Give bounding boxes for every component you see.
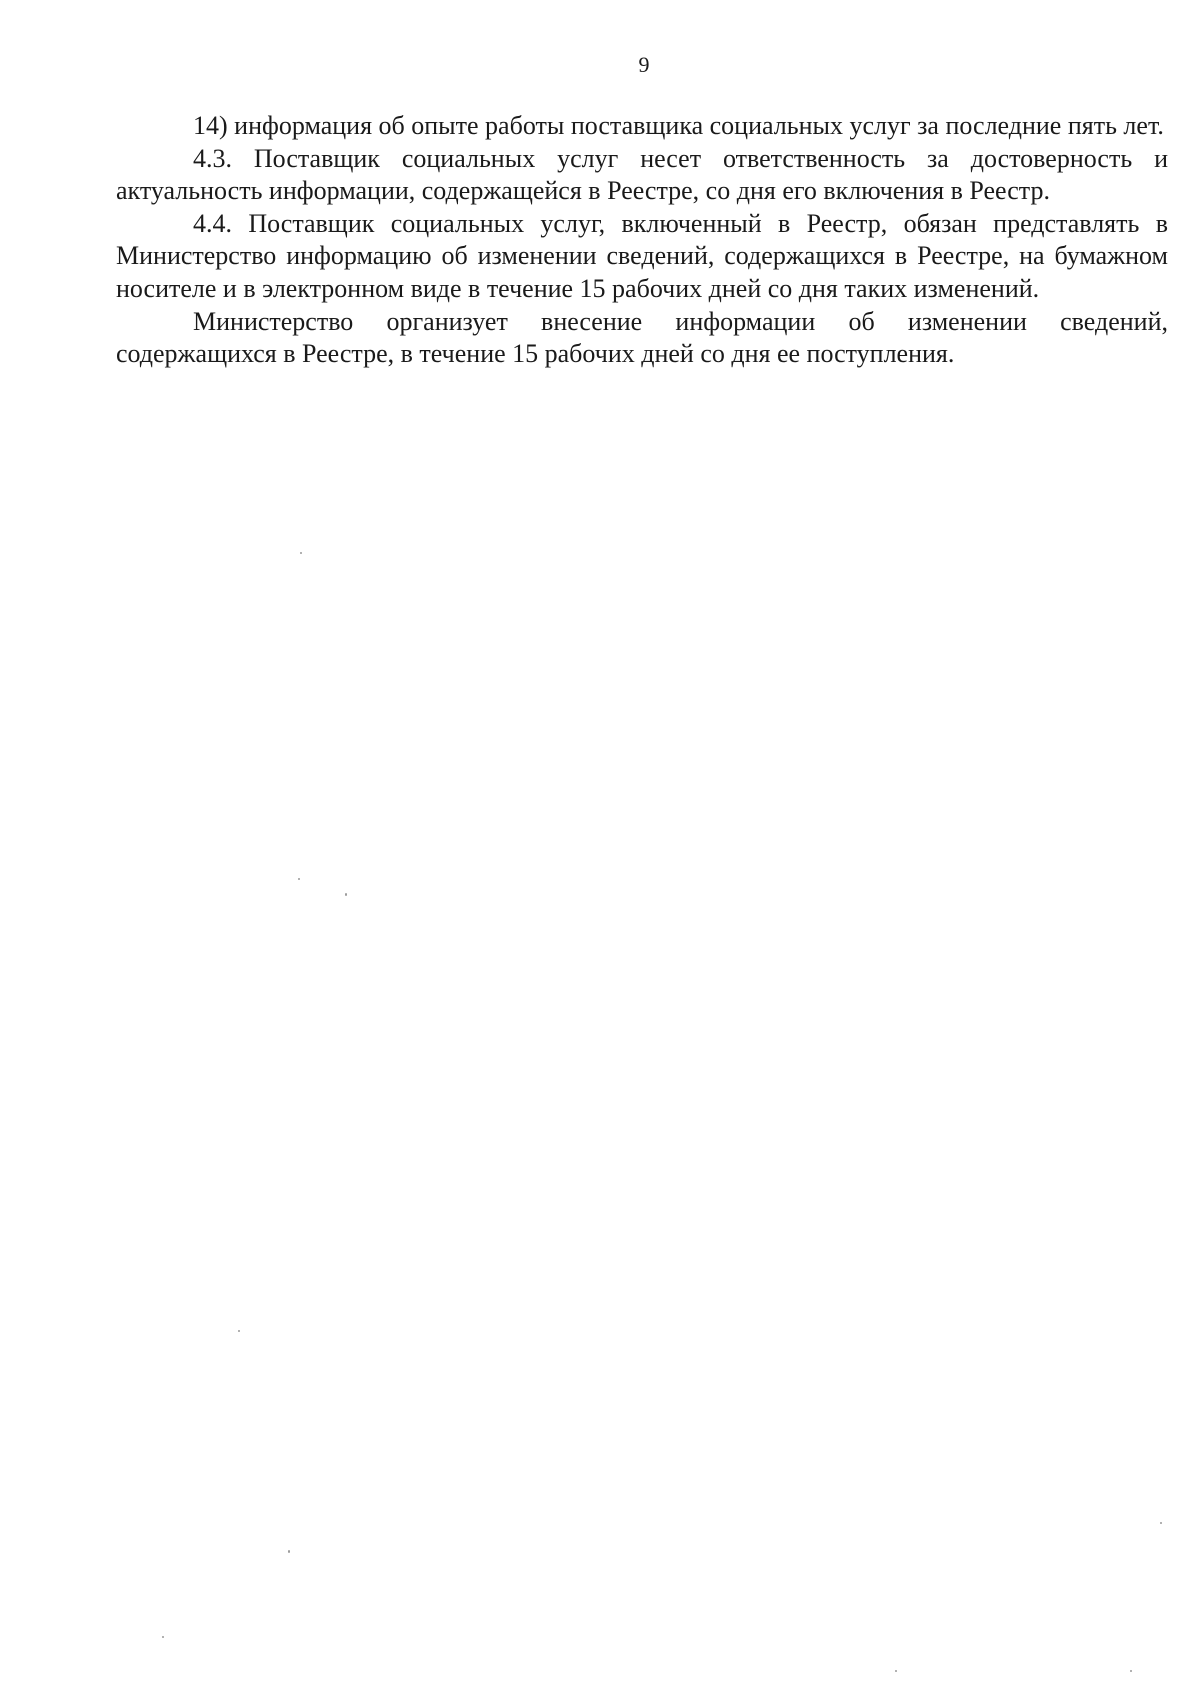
scan-speck xyxy=(298,878,300,880)
scan-speck xyxy=(162,1636,164,1638)
document-body xyxy=(116,110,1168,371)
paragraph-clause-4-3: 4.3. Поставщик социальных услуг несет ответственность за достоверность и актуальность информации, содержащейся в Реестре, со дня его включения в Реестр. xyxy=(116,143,1168,206)
paragraph-ministry-duty: Министерство организует внесение информации об изменении сведений, содержащихся в Реестре, в течение 15 рабочих дней со дня ее поступления. xyxy=(116,306,1168,369)
scan-speck xyxy=(895,1670,897,1672)
page-number: 9 xyxy=(638,52,650,77)
scan-speck xyxy=(345,893,347,896)
paragraph-clause-4-4: 4.4. Поставщик социальных услуг, включенный в Реестр, обязан представлять в Министерство информацию об изменении сведений, содержащихся в Реестре, на бумажном носителе и в электронном виде в течение 15 рабочих дней со дня таких изменений. xyxy=(116,208,1168,303)
scan-speck xyxy=(1160,1522,1162,1524)
scan-speck xyxy=(1130,1670,1132,1672)
scan-speck xyxy=(300,552,302,554)
scan-speck xyxy=(288,1550,290,1553)
scan-speck xyxy=(238,1330,240,1332)
paragraph-item-14: 14) информация об опыте работы поставщика социальных услуг за последние пять лет. xyxy=(193,111,1164,140)
